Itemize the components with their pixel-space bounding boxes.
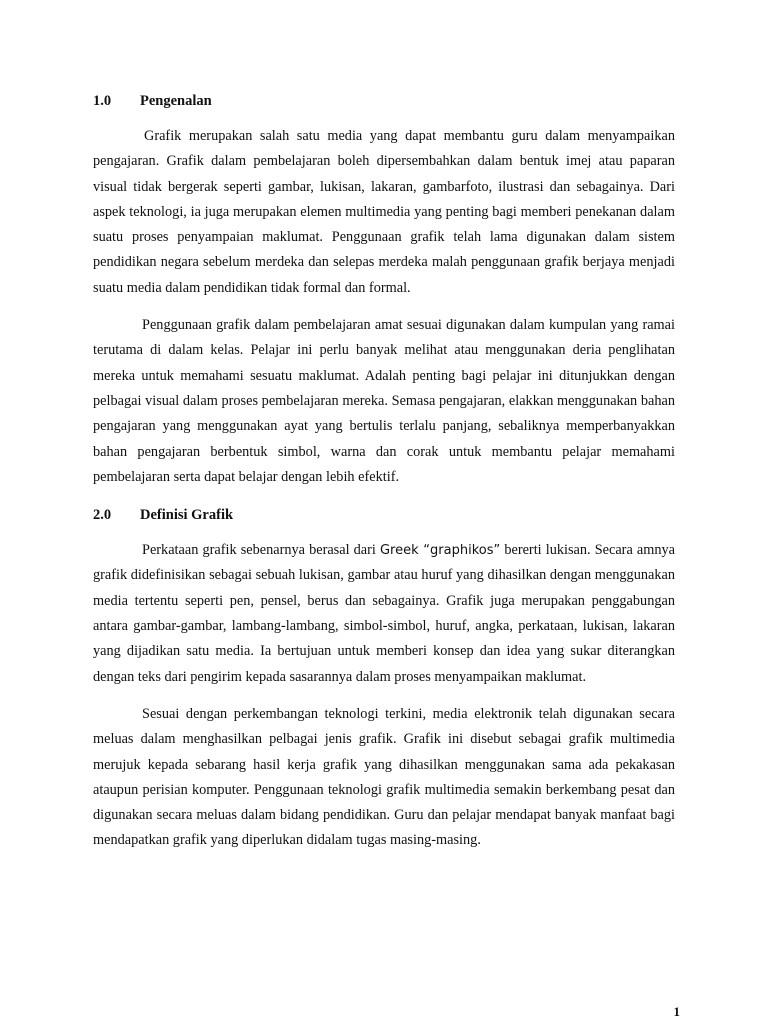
section-title: Pengenalan — [140, 93, 212, 109]
page-number: 1 — [673, 1004, 680, 1019]
paragraph-text-start: Perkataan grafik sebenarnya berasal dari — [142, 542, 380, 559]
section-heading-pengenalan — [93, 88, 675, 114]
paragraph-intro-2: Penggunaan grafik dalam pembelajaran amat sesuai digunakan dalam kumpulan yang ramai terutama di dalam kelas. Pelajar ini perlu banyak melihat atau menggunakan deria penglihatan mereka untuk memahami sesuatu maklumat. Adalah penting bagi pelajar ini ditunjukkan dengan pelbagai visual dalam proses pembelajaran mereka. Semasa pengajaran, elakkan menggunakan bahan pengajaran yang menggunakan ayat yang bertulis terlalu panjang, sebaliknya memperbanyakkan bahan pengajaran berbentuk simbol, warna dan corak untuk membantu pelajar memahami pembelajaran serta dapat belajar dengan lebih efektif. — [93, 317, 675, 485]
paragraph-intro-1: Grafik merupakan salah satu media yang dapat membantu guru dalam menyampaikan pengajaran. Grafik dalam pembelajaran boleh dipersembahkan dalam bentuk imej atau paparan visual tidak bergerak seperti gambar, lukisan, lakaran, gambarfoto, ilustrasi dan sebagainya. Dari aspek teknologi, ia juga merupakan elemen multimedia yang penting bagi memberi penekanan dalam suatu proses penyampaian maklumat. Penggunaan grafik telah lama digunakan dalam sistem pendidikan negara sebelum merdeka dan selepas merdeka malah penggunaan grafik berjaya menjadi suatu media dalam pendidikan tidak formal dan formal. — [93, 128, 675, 296]
section-number: 2.0 — [93, 507, 112, 524]
paragraph-text-end: bererti lukisan. Secara amnya grafik didefinisikan sebagai sebuah lukisan, gambar atau huruf yang dihasilkan dengan menggunakan media tertentu seperti pen, pensel, berus dan sebagainya. Grafik juga merupakan penggabungan antara gambar-gambar, lambang-lambang, simbol-simbol, huruf, angka, perkataan, lukisan, lakaran yang dijadikan satu media. Ia bertujuan untuk memberi konsep dan idea yang sukar diterangkan dengan teks dari pengirim kepada sasarannya dalam proses menyampaikan maklumat. — [93, 542, 675, 685]
section-number: 1.0 — [93, 93, 112, 109]
section-title: Definisi Grafik — [140, 507, 234, 524]
document-page — [93, 88, 675, 866]
paragraph-definition-1 — [93, 538, 675, 690]
section-heading-definisi-grafik — [93, 502, 675, 528]
greek-term: Greek “graphikos” — [379, 543, 501, 559]
paragraph-definition-2: Sesuai dengan perkembangan teknologi terkini, media elektronik telah digunakan secara meluas dalam menghasilkan pelbagai jenis grafik. Grafik ini disebut sebagai grafik multimedia merujuk kepada sebarang hasil kerja grafik yang dihasilkan menggunakan sama ada pekakasan ataupun perisian komputer. Penggunaan teknologi grafik multimedia semakin berkembang pesat dan digunakan secara meluas dalam bidang pendidikan. Guru dan pelajar mendapat banyak manfaat bagi mendapatkan grafik yang diperlukan didalam tugas masing-masing. — [93, 705, 675, 849]
